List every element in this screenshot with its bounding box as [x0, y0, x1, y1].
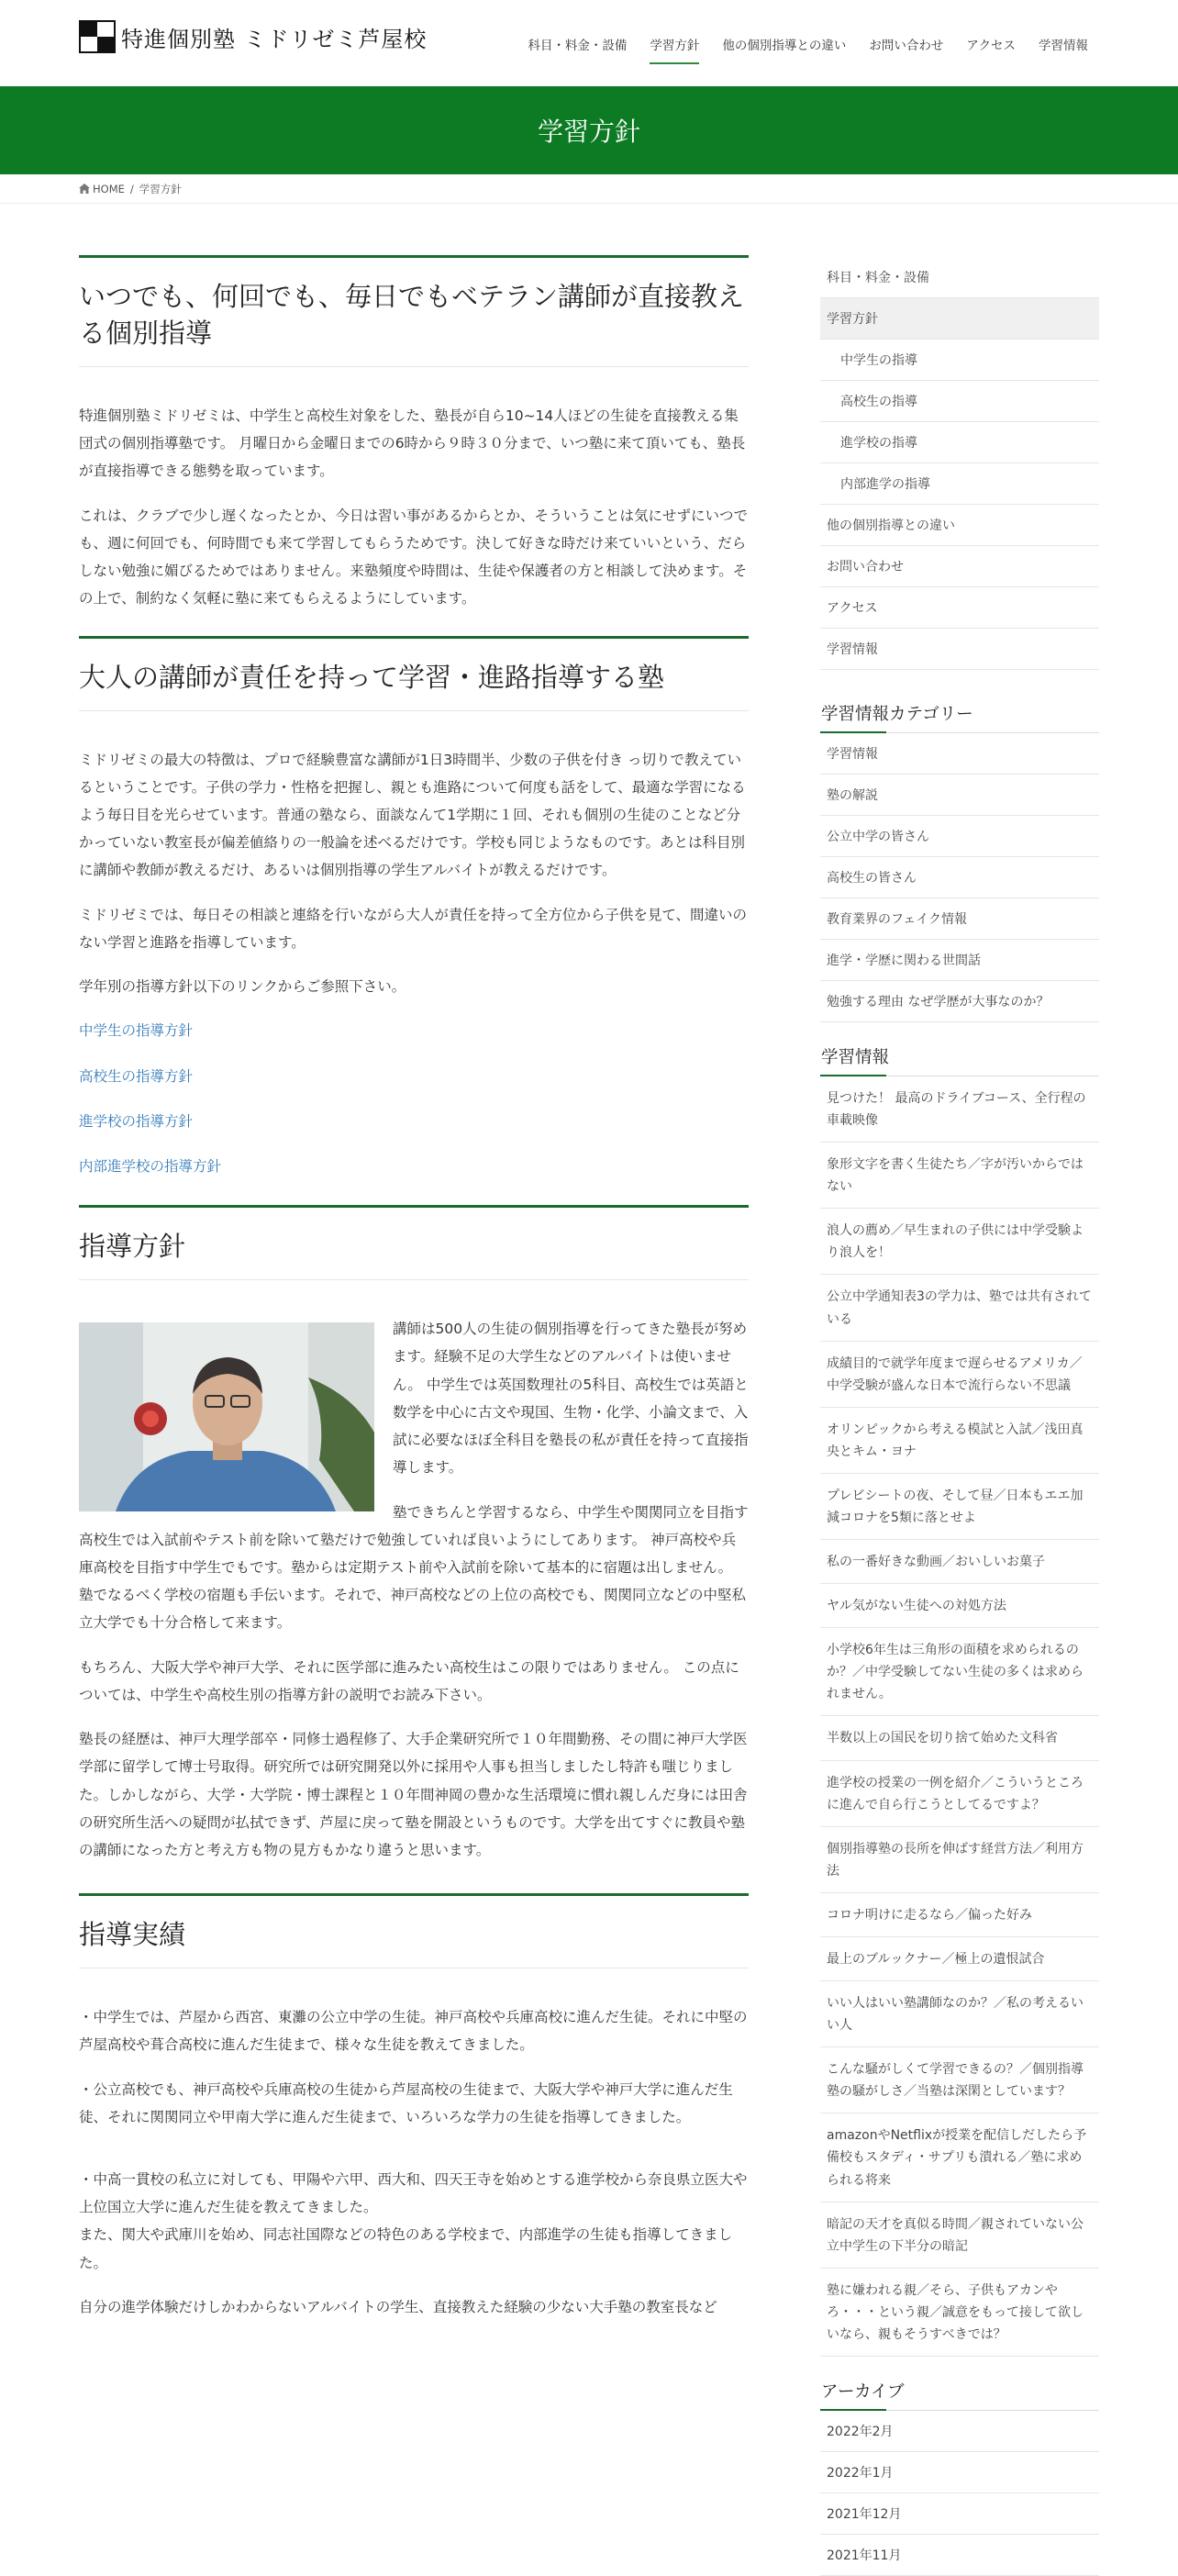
- post-link[interactable]: 私の一番好きな動画／おいしいお菓子: [820, 1540, 1099, 1584]
- post-link[interactable]: 見つけた！ 最高のドライブコース、全行程の車載映像: [820, 1076, 1099, 1143]
- home-icon: [79, 184, 90, 194]
- archive-link[interactable]: 2022年2月: [820, 2411, 1099, 2452]
- post-link[interactable]: 象形文字を書く生徒たち／字が汚いからではない: [820, 1143, 1099, 1209]
- site-logo[interactable]: [79, 20, 427, 53]
- paragraph: 塾できちんと学習するなら、中学生や関関同立を目指す高校生では入試前やテスト前を除いて塾だけで勉強していれば良いようにしてあります。 神戸高校や兵庫高校を目指す中学生でもです。塾からは定期テスト前や入試前を除いて基本的に宿題は出しません。 塾でなるべく学校の宿題も手伝います。それで、神戸高校などの上位の高校でも、関関同立などの中堅私立大学でも十分合格して来ます。: [79, 1503, 749, 1632]
- section-title: 指導方針: [79, 1228, 749, 1280]
- breadcrumb-home-link[interactable]: HOME: [93, 182, 125, 195]
- post-link[interactable]: 浪人の薦め／早生まれの子供には中学受験より浪人を！: [820, 1209, 1099, 1275]
- nav-item-subjects[interactable]: 科目・料金・設備: [528, 39, 628, 53]
- paragraph: ・公立高校でも、神戸高校や兵庫高校の生徒から芦屋高校の生徒まで、大阪大学や神戸大学に進んだ生徒、それに関関同立や甲南大学に進んだ生徒まで、いろいろな学力の生徒を指導してきました。: [79, 2080, 733, 2125]
- post-link[interactable]: 進学校の授業の一例を紹介／こういうところに進んで自ら行こうとしてるですよ？: [820, 1761, 1099, 1827]
- post-link[interactable]: コロナ明けに走るなら／偏った好み: [820, 1893, 1099, 1937]
- logo-mark-icon: [79, 20, 116, 53]
- paragraph: ・中学生では、芦屋から西宮、東灘の公立中学の生徒。神戸高校や兵庫高校に進んだ生徒。それに中堅の芦屋高校や葺合高校に進んだ生徒まで、様々な生徒を教えてきました。: [79, 2009, 748, 2054]
- sidebar-nav: [820, 257, 1099, 670]
- paragraph: ・中高一貫校の私立に対しても、甲陽や六甲、西大和、四天王寺を始めとする進学校から奈良県立医大や上位国立大学に進んだ生徒を教えてきました。: [79, 2171, 748, 2216]
- paragraph: また、関大や武庫川を始め、同志社国際などの特色のある学校まで、内部進学の生徒も指導してきました。: [79, 2226, 733, 2271]
- post-link[interactable]: ヤル気がない生徒への対処方法: [820, 1584, 1099, 1628]
- section-title: いつでも、何回でも、毎日でもベテラン講師が直接教える個別指導: [79, 278, 749, 367]
- archive-heading: アーカイブ: [820, 2379, 1099, 2411]
- section-title: 大人の講師が責任を持って学習・進路指導する塾: [79, 659, 749, 711]
- archive-link[interactable]: 2021年11月: [820, 2535, 1099, 2576]
- paragraph: これは、クラブで少し遅くなったとか、今日は習い事があるからとか、そういうことは気にせずにいつでも、週に何回でも、何時間でも来て学習してもらうためです。決して好きな時だけ来ていいという、だらしない勉強に媚びるためではありません。来塾頻度や時間は、生徒や保護者の方と相談して決めます。その上で、制約なく気軽に塾に来てもらえるようにしています。: [79, 507, 748, 608]
- post-link[interactable]: 塾に嫌われる親／そら、子供もアカンやろ・・・という親／誠意をもって接して欲しいなら、親もそうすべきでは？: [820, 2269, 1099, 2357]
- category-link[interactable]: 公立中学の皆さん: [820, 816, 1099, 857]
- category-link[interactable]: 学習情報: [820, 733, 1099, 775]
- page-title-banner: [0, 86, 1178, 174]
- sidebar-item-high-school[interactable]: 高校生の指導: [820, 381, 1099, 422]
- post-link[interactable]: 半数以上の国民を切り捨て始めた文科省: [820, 1716, 1099, 1760]
- sidebar-item-policy[interactable]: 学習方針: [820, 298, 1099, 340]
- breadcrumb: [0, 174, 1178, 204]
- category-link[interactable]: 教育業界のフェイク情報: [820, 898, 1099, 940]
- post-link[interactable]: 小学校6年生は三角形の面積を求められるのか？／中学受験してない生徒の多くは求められません。: [820, 1628, 1099, 1716]
- breadcrumb-separator: /: [129, 182, 134, 195]
- sidebar-item-prep-school[interactable]: 進学校の指導: [820, 422, 1099, 463]
- paragraph: 塾長の経歴は、神戸大理学部卒・同修士過程修了、大手企業研究所で１０年間勤務、その間に神戸大学医学部に留学して博士号取得。研究所では研究開発以外に採用や人事も担当しましたし特許も嗤じりました。しかしながら、大学・大学院・博士課程と１０年間神岡の豊かな生活環境に慣れ親しんだ身には田舎の研究所生活への疑問が払拭できず、芦屋に戻って塾を開設というものです。大学を出てすぐに教員や塾の講師になった方と考え方も物の見方もかなり違うと思います。: [79, 1731, 748, 1858]
- archive-link[interactable]: 2021年12月: [820, 2493, 1099, 2535]
- sidebar-item-internal[interactable]: 内部進学の指導: [820, 463, 1099, 505]
- post-link[interactable]: amazonやNetflixが授業を配信しだしたら予備校もスタディ・サプリも潰れる／塾に求められる将来: [820, 2113, 1099, 2202]
- paragraph: ミドリゼミでは、毎日その相談と連絡を行いながら大人が責任を持って全方位から子供を見て、間違いのない学習と進路を指導しています。: [79, 906, 748, 951]
- site-header: [0, 0, 1178, 86]
- post-link[interactable]: オリンピックから考える模試と入試／浅田真央とキム・ヨナ: [820, 1408, 1099, 1474]
- teacher-photo: [79, 1322, 374, 1511]
- paragraph: ミドリゼミの最大の特徴は、プロで経験豊富な講師が1日3時間半、少数の子供を付き っ切りで教えているということです。子供の学力・性格を把握し、親とも進路について何度も話をして、最適な学習になるよう毎日目を光らせています。普通の塾なら、面談なんて1学期に１回、それも個別の生徒のことなど分かっていない教室長が偏差値絡りの一般論を述べるだけです。学校も同じようなものです。あとは科目別に講師や教師が教えるだけ、あるいは個別指導の学生アルバイトが教えるだけです。: [79, 751, 746, 879]
- nav-item-info[interactable]: 学習情報: [1039, 39, 1088, 53]
- section-title: 指導実績: [79, 1916, 749, 1968]
- site-title: 特進個別塾 ミドリゼミ芦屋校: [121, 26, 428, 52]
- sidebar-item-access[interactable]: アクセス: [820, 587, 1099, 629]
- category-link[interactable]: 勉強する理由 なぜ学歴が大事なのか？: [820, 981, 1099, 1022]
- paragraph: もちろん、大阪大学や神戸大学、それに医学部に進みたい高校生はこの限りではありません。 この点については、中学生や高校生別の指導方針の説明でお読み下さい。: [79, 1658, 739, 1703]
- page-title: 学習方針: [537, 117, 640, 147]
- sidebar-item-info[interactable]: 学習情報: [820, 629, 1099, 670]
- global-nav: [505, 26, 1088, 62]
- sidebar-item-difference[interactable]: 他の個別指導との違い: [820, 505, 1099, 546]
- nav-item-difference[interactable]: 他の個別指導との違い: [722, 39, 847, 53]
- post-list: [820, 1076, 1099, 2357]
- paragraph: 講師は500人の生徒の個別指導を行ってきた塾長が努めます。経験不足の大学生などのアルバイトは使いません。 中学生では英国数理社の5科目、高校生では英語と数学を中心に古文や現国、生物・化学、小論文まで、入試に必要なほぼ全科目を塾長の私が責任を持って直接指導します。: [393, 1321, 749, 1477]
- section-adult-teacher: [79, 636, 749, 1181]
- link-internal-school-policy[interactable]: 内部進学校の指導方針: [79, 1157, 222, 1175]
- category-link[interactable]: 塾の解説: [820, 775, 1099, 816]
- nav-item-access[interactable]: アクセス: [966, 39, 1016, 53]
- post-link[interactable]: いい人はいい塾講師なのか？／私の考えるいい人: [820, 1981, 1099, 2047]
- link-prep-school-policy[interactable]: 進学校の指導方針: [79, 1112, 194, 1130]
- sidebar-item-subjects[interactable]: 科目・料金・設備: [820, 257, 1099, 298]
- category-list: [820, 733, 1099, 1022]
- nav-item-policy[interactable]: 学習方針: [650, 26, 699, 62]
- category-link[interactable]: 進学・学歴に関わる世間話: [820, 940, 1099, 981]
- category-link[interactable]: 高校生の皆さん: [820, 857, 1099, 898]
- link-junior-high-policy[interactable]: 中学生の指導方針: [79, 1022, 194, 1040]
- post-link[interactable]: 公立中学通知表3の学力は、塾では共有されている: [820, 1275, 1099, 1341]
- link-high-school-policy[interactable]: 高校生の指導方針: [79, 1067, 194, 1085]
- nav-item-contact[interactable]: お問い合わせ: [869, 39, 944, 53]
- categories-heading: 学習情報カテゴリー: [820, 701, 1099, 733]
- post-link[interactable]: こんな騒がしくて学習できるの？／個別指導塾の騒がしさ／当塾は深閑としています？: [820, 2047, 1099, 2113]
- paragraph: 特進個別塾ミドリゼミは、中学生と高校生対象をした、塾長が自ら10~14人ほどの生徒を直接教える集団式の個別指導塾です。 月曜日から金曜日までの6時から９時３０分まで、いつ塾に来て頂いても、塾長が直接指導できる態勢を取っています。: [79, 407, 746, 480]
- post-link[interactable]: プレビシートの夜、そして昼／日本もエエ加減コロナを5類に落とせよ: [820, 1474, 1099, 1540]
- sidebar: [820, 257, 1099, 2576]
- archive-link[interactable]: 2022年1月: [820, 2452, 1099, 2493]
- post-link[interactable]: 成績目的で就学年度まで遅らせるアメリカ／中学受験が盛んな日本で流行らない不思議: [820, 1342, 1099, 1408]
- section-teaching-policy: [79, 1205, 749, 1864]
- archive-list: [820, 2411, 1099, 2576]
- sidebar-item-junior-high[interactable]: 中学生の指導: [820, 340, 1099, 381]
- section-individual-guidance: [79, 255, 749, 613]
- paragraph: 学年別の指導方針以下のリンクからご参照下さい。: [79, 978, 406, 996]
- post-link[interactable]: 暗記の天才を真似る時間／親されていない公立中学生の下半分の暗記: [820, 2202, 1099, 2269]
- post-link[interactable]: 最上のブルックナー／極上の遺恨試合: [820, 1937, 1099, 1981]
- sidebar-item-contact[interactable]: お問い合わせ: [820, 546, 1099, 587]
- post-link[interactable]: 個別指導塾の長所を伸ばす経営方法／利用方法: [820, 1827, 1099, 1893]
- posts-heading: 学習情報: [820, 1044, 1099, 1076]
- paragraph: 自分の進学体験だけしかわからないアルバイトの学生、直接教えた経験の少ない大手塾の教室長など: [79, 2298, 717, 2315]
- section-track-record: [79, 1893, 749, 2321]
- breadcrumb-current: 学習方針: [139, 182, 182, 195]
- main-content: [79, 255, 749, 2337]
